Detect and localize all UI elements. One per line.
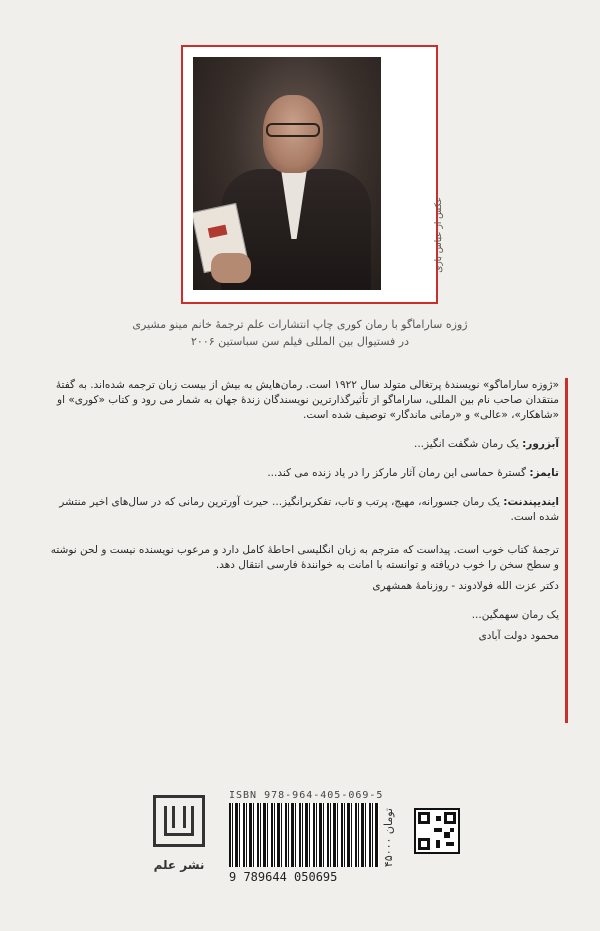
quote-source: تایمز: (529, 467, 559, 479)
quote-observer (50, 437, 565, 452)
author-photo (193, 57, 381, 290)
publisher-name: نشر علم (153, 858, 205, 872)
quote-source: آبزرور: (522, 438, 559, 450)
barcode (229, 803, 379, 867)
quote-independent (50, 495, 565, 525)
quote-text: یک رمان جسورانه، مهیج، پرتب و تاب، تفکربرانگیز... حیرت آورترین رمانی که در سال‌های اخیر منتشر شده است. (59, 496, 559, 523)
blurb-block (50, 378, 568, 723)
quote-dowlatabadi-author: محمود دولت آبادی (478, 630, 559, 642)
price-label: ۴۵۰۰۰ تومان (382, 808, 395, 868)
barcode-number: 9 789644 050695 (229, 870, 338, 884)
quote-dowlatabadi: یک رمان سهمگین... (471, 609, 559, 621)
author-intro: «ژوزه ساراماگو» نویسندهٔ پرتغالی متولد سال ۱۹۲۲ است. رمان‌هایش به بیش از بیست زبان ترجمه شده‌اند. به گفتهٔ منتقدان صاحب نام بین المللی، ساراماگو از تأثیرگذارترین نویسندگان زندهٔ جهان به شمار می رود و کتاب «کوری» او «شاهکار»، «عالی» و «رمانی ماندگار» توصیف شده است. (55, 379, 559, 421)
publisher-logo (153, 795, 205, 847)
review-author: دکتر عزت الله فولادوند - روزنامهٔ همشهری (372, 580, 559, 592)
quote-text: یک رمان شگفت انگیز... (413, 438, 519, 450)
photo-credit: عکس از عباس بازی (434, 197, 444, 273)
photo-caption-line2: در فستیوال بین المللی فیلم سن سباستین ۲۰۰۶ (191, 335, 409, 348)
qr-code-icon (414, 808, 460, 854)
quote-source: ایندیپندنت: (503, 496, 559, 508)
isbn-text: ISBN 978-964-405-069-5 (229, 790, 384, 801)
quote-times (50, 466, 565, 481)
author-photo-frame (181, 45, 444, 304)
photo-caption-line1: ژوزه ساراماگو با رمان کوری چاپ انتشارات علم ترجمهٔ خانم مینو مشیری (132, 318, 468, 331)
quote-text: گسترهٔ حماسی این رمان آثار مارکز را در یاد زنده می کند... (267, 467, 527, 479)
translation-review: ترجمهٔ کتاب خوب است. پیداست که مترجم به زبان انگلیسی احاطهٔ کامل دارد و مرعوب نویسنده نیست و لحن نوشته و سطح سخن را خوب دریافته و توانسته با امانت به خوانندهٔ فارسی انتقال دهد. (50, 544, 559, 571)
